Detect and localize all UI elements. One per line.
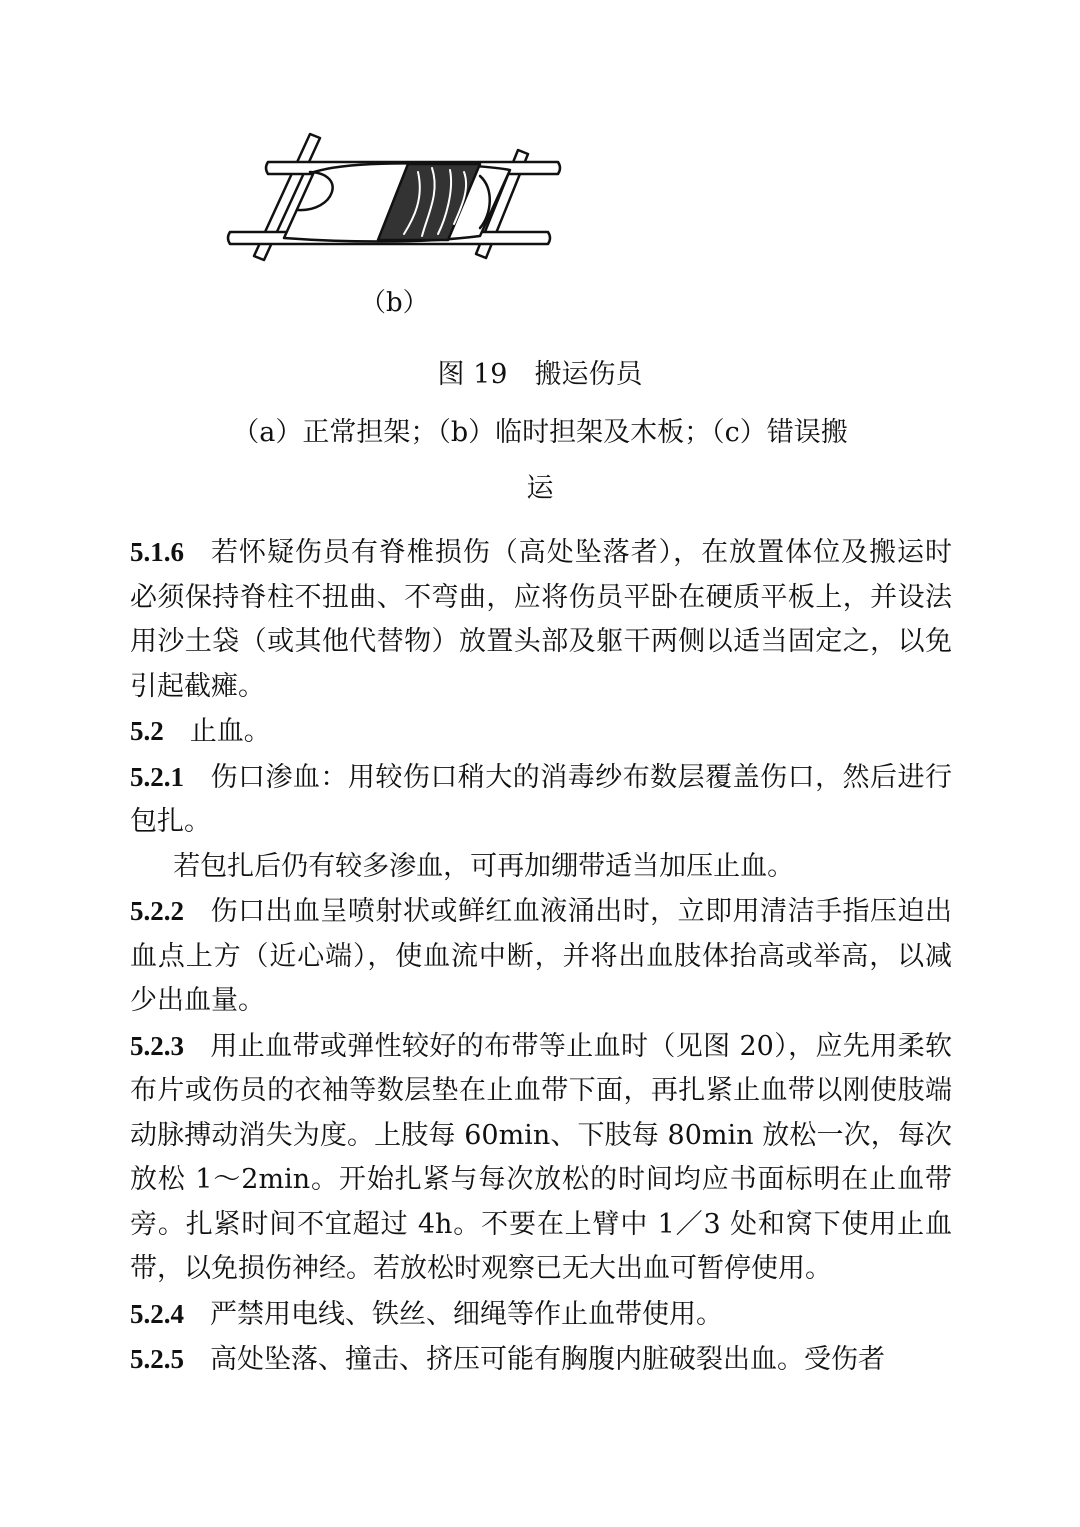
paragraph-text: 高处坠落、撞击、挤压可能有胸腹内脏破裂出血。受伤者 xyxy=(210,1344,885,1375)
paragraph-text: 止血。 xyxy=(189,716,271,747)
heading-5-2 xyxy=(130,709,952,755)
figure-caption-line: 运 xyxy=(526,473,554,504)
paragraph-text: 严禁用电线、铁丝、细绳等作止血带使用。 xyxy=(210,1298,723,1330)
section-number: 5.2.4 xyxy=(130,1298,184,1329)
paragraph-5-2-5 xyxy=(130,1337,952,1383)
section-number: 5.2 xyxy=(130,716,164,746)
stretcher-illustration xyxy=(218,128,570,273)
paragraph-text: 若怀疑伤员有脊椎损伤（高处坠落者），在放置体位及搬运时必须保持脊柱不扭曲、不弯曲，应将伤员平卧在硬质平板上，并设法用沙土袋（或其他代替物）放置头部及躯干两侧以适当固定之，以免引起截瘫。 xyxy=(130,537,952,702)
paragraph-5-1-6 xyxy=(130,530,952,709)
section-number: 5.2.3 xyxy=(130,1030,184,1061)
paragraph-text: 伤口出血呈喷射状或鲜红血液涌出时，立即用清洁手指压迫出血点上方（近心端），使血流中断，并将出血肢体抬高或举高，以减少出血量。 xyxy=(130,896,952,1016)
section-number: 5.2.1 xyxy=(130,761,184,792)
paragraph-5-2-3 xyxy=(130,1024,952,1292)
document-body xyxy=(130,530,952,1383)
paragraph-5-2-1 xyxy=(130,755,952,845)
figure-sub-label: （b） xyxy=(360,288,429,318)
figure-title: 图 19 搬运伤员 xyxy=(437,359,643,390)
section-number: 5.2.5 xyxy=(130,1344,184,1374)
paragraph-text: 若包扎后仍有较多渗血，可再加绷带适当加压止血。 xyxy=(173,850,795,882)
section-number: 5.2.2 xyxy=(130,896,184,926)
paragraph-5-2-4 xyxy=(130,1292,952,1338)
paragraph-text: 用止血带或弹性较好的布带等止血时（见图 20），应先用柔软布片或伤员的衣袖等数层垫在止血带下面，再扎紧止血带以刚使肢端动脉搏动消失为度。上肢每 60min、下肢每 80min 放松一次，每次放松 1～2min。开始扎紧与每次放松的时间均应书面标明在止血带旁。扎紧时间不宜超过 4h。不要在上臂中 1／3 处和窝下使用止血带，以免损伤神经。若放松时观察已无大出血可暂停使用。 xyxy=(130,1030,952,1284)
figure-caption-line: （a）正常担架；（b）临时担架及木板；（c）错误搬 xyxy=(232,417,848,448)
paragraph-text: 伤口渗血：用较伤口稍大的消毒纱布数层覆盖伤口，然后进行包扎。 xyxy=(130,761,952,837)
section-number: 5.1.6 xyxy=(130,537,184,567)
paragraph-5-2-2 xyxy=(130,889,952,1024)
paragraph-continuation xyxy=(130,845,952,890)
